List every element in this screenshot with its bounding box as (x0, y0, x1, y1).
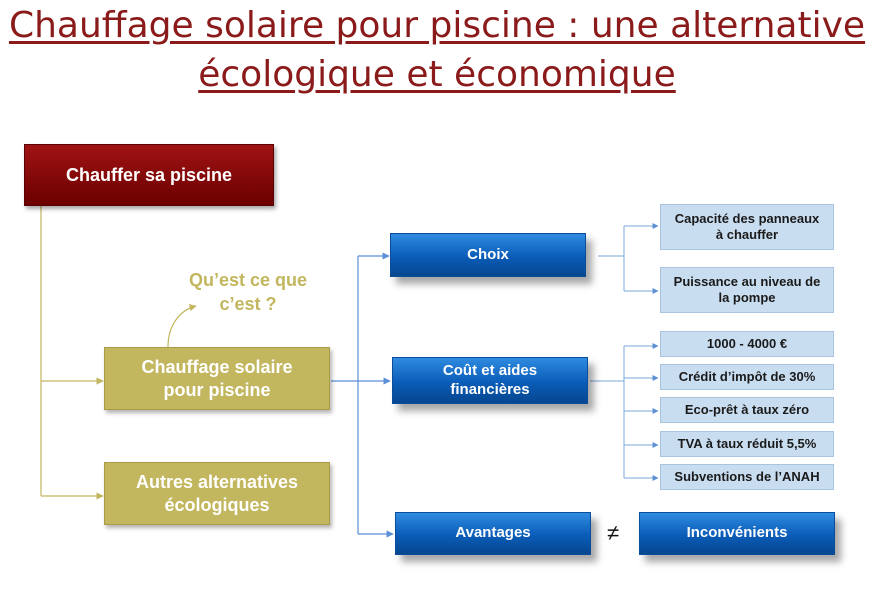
cout-item (660, 331, 834, 357)
other-alternatives-node (104, 462, 330, 525)
cout-item (660, 397, 834, 423)
aspect-connector (331, 256, 393, 534)
choix-item (660, 267, 834, 313)
solar-heating-line2: pour piscine (163, 379, 271, 400)
choix-item-line1: Capacité des panneaux (674, 210, 820, 226)
choix-item-line2: la pompe (718, 290, 776, 305)
choix-item-line1: Puissance au niveau de (673, 273, 821, 289)
question-line1: Qu’est ce que (188, 270, 308, 290)
cout-label-line1: Coût et aides (442, 361, 538, 379)
cout-item (660, 364, 834, 390)
choix-item-line2: à chauffer (715, 227, 779, 242)
cout-item (660, 431, 834, 457)
root-node-label: Chauffer sa piscine (65, 164, 233, 185)
solar-heating-node (104, 347, 330, 410)
choix-label: Choix (467, 245, 509, 263)
question-line2: c’est ? (219, 294, 277, 315)
choix-node (390, 233, 586, 277)
cout-item-label: Subventions de l’ANAH (674, 468, 820, 484)
other-alternatives-line2: écologiques (164, 494, 270, 515)
avantages-label: Avantages (455, 524, 531, 542)
choix-item (660, 204, 834, 250)
cout-label-line2: financières (450, 380, 530, 398)
root-node (24, 144, 274, 206)
cout-item-label: 1000 - 4000 € (706, 335, 788, 351)
choix-connector (598, 226, 658, 291)
cout-item-label: TVA à taux réduit 5,5% (677, 435, 817, 451)
cout-node (392, 357, 588, 404)
solar-heating-line1: Chauffage solaire (141, 357, 293, 377)
other-alternatives-line1: Autres alternatives (135, 472, 299, 492)
page-title-line1: Chauffage solaire pour piscine : une alternative (8, 5, 866, 46)
cout-item (660, 464, 834, 490)
page-title-line2: écologique et économique (198, 54, 676, 95)
not-equal-symbol: ≠ (607, 520, 620, 545)
cout-item-label: Crédit d’impôt de 30% (678, 368, 816, 384)
cout-item-label: Eco-prêt à taux zéro (684, 401, 810, 417)
inconvenients-node (639, 512, 835, 555)
question-note (178, 268, 318, 317)
inconvenients-label: Inconvénients (686, 524, 788, 542)
avantages-node (395, 512, 591, 555)
cout-connector (590, 346, 658, 478)
